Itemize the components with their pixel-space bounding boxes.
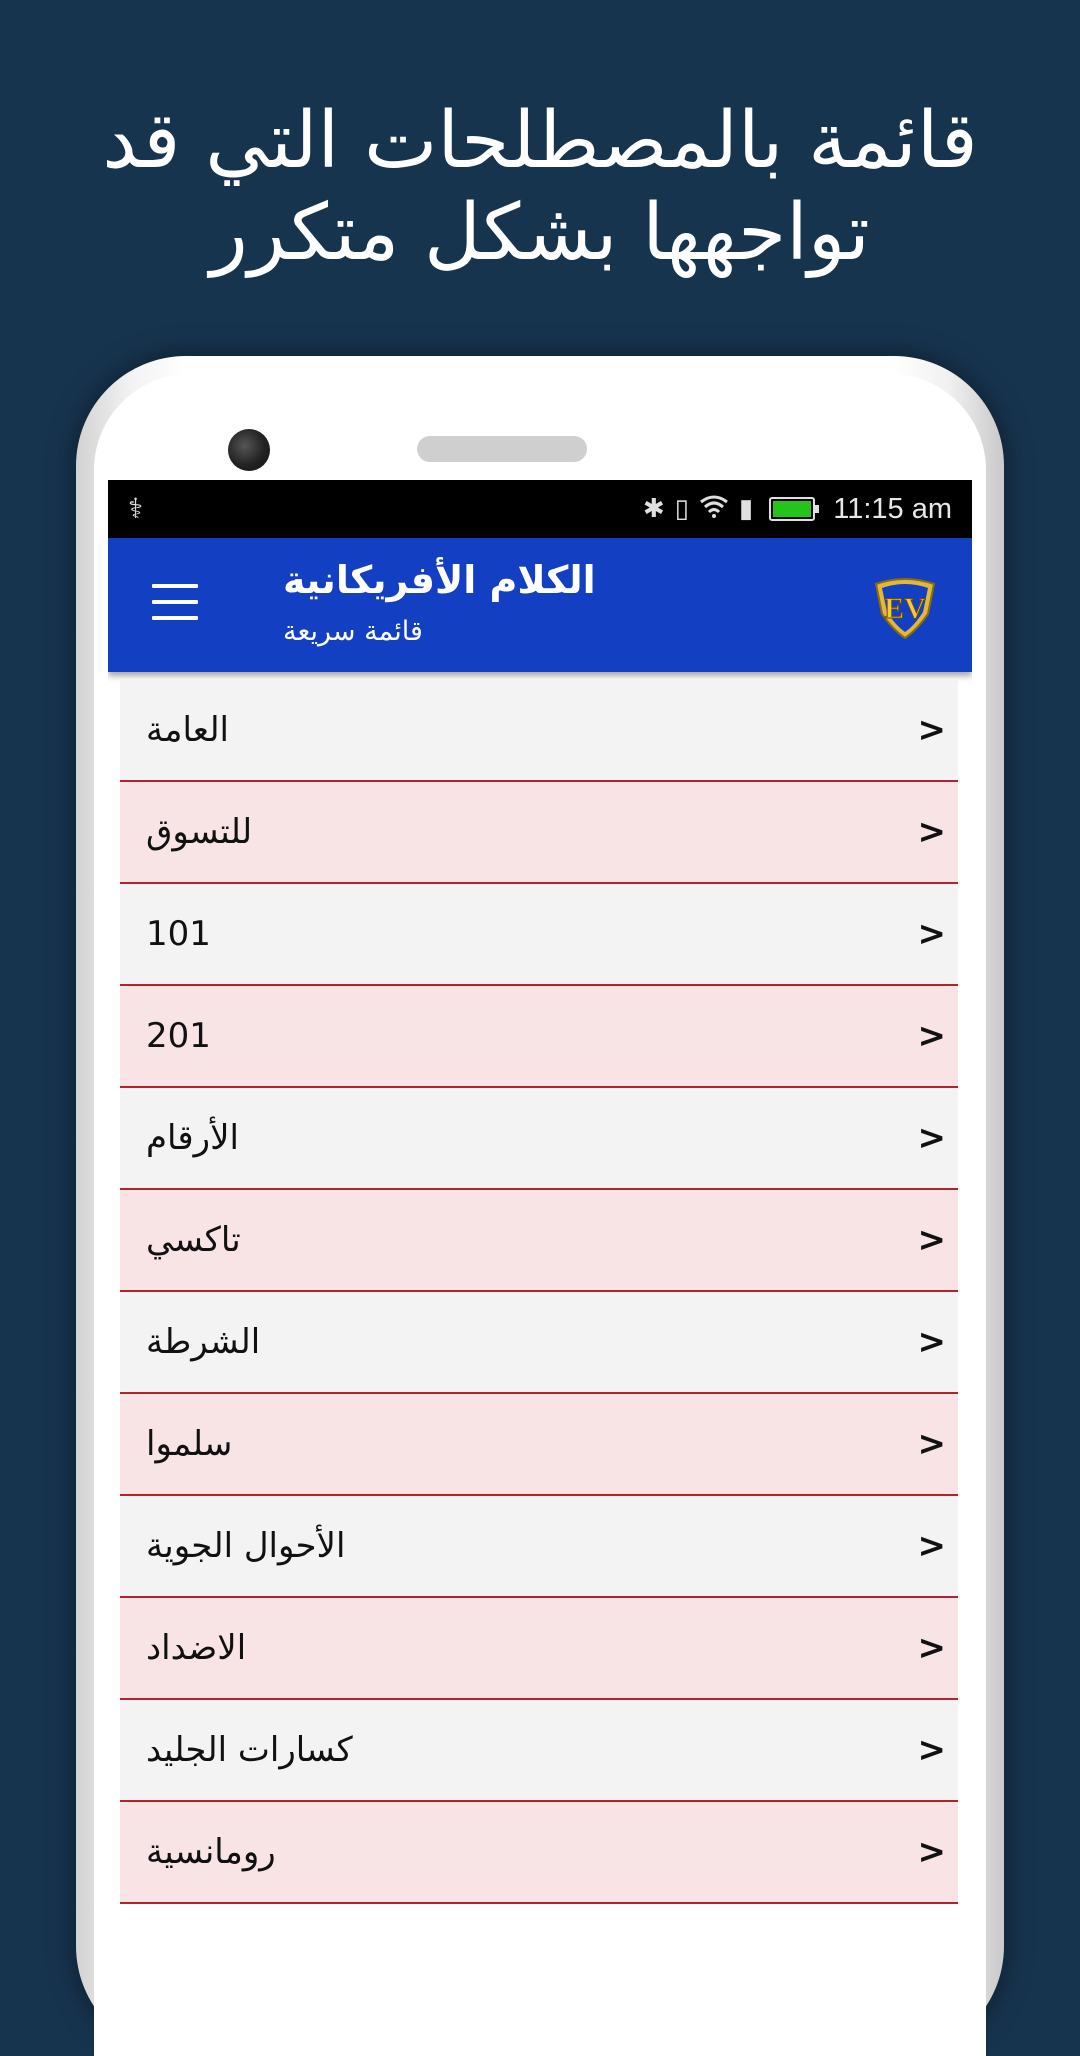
vibrate-icon: ▯ [674,494,689,524]
list-item-label: العامة [146,710,230,750]
usb-icon: ⚕ [128,492,144,525]
status-bar [108,480,972,538]
app-subtitle: قائمة سريعة [283,616,423,647]
list-item-label: تاكسي [146,1220,241,1260]
wifi-icon [699,494,729,525]
list-item-label: الاضداد [146,1628,247,1668]
promo-headline-line-1: قائمة بالمصطلحات التي قد [102,96,978,186]
list-item[interactable] [120,1190,958,1292]
list-item[interactable] [120,884,958,986]
menu-icon[interactable] [152,584,198,620]
promo-headline [0,95,1080,279]
app-title: الكلام الأفريكانية [283,558,596,602]
list-item[interactable] [120,1802,958,1904]
phone-screen [108,480,972,1920]
list-item[interactable] [120,1700,958,1802]
promo-headline-line-2: تواجهها بشكل متكرر [210,188,870,278]
list-item[interactable] [120,782,958,884]
list-item[interactable] [120,1088,958,1190]
bluetooth-icon: ✱ [642,494,665,524]
list-item-label: كسارات الجليد [146,1730,353,1770]
chevron-right-icon: > [917,1016,946,1056]
chevron-right-icon: > [917,1526,946,1566]
chevron-right-icon: > [917,1628,946,1668]
list-item-label: الشرطة [146,1322,261,1362]
list-item-label: الأرقام [146,1118,239,1158]
list-item-label: 101 [146,914,211,954]
category-list [120,680,958,1904]
chevron-right-icon: > [917,812,946,852]
list-item[interactable] [120,1292,958,1394]
list-item-label: للتسوق [146,812,253,852]
svg-text:EV: EV [884,592,926,625]
list-item[interactable] [120,1394,958,1496]
status-time: 11:15 am [833,492,952,525]
chevron-right-icon: > [917,1118,946,1158]
list-item[interactable] [120,986,958,1088]
chevron-right-icon: > [917,1220,946,1260]
list-item[interactable] [120,680,958,782]
ev-logo [872,574,938,640]
list-item-label: سلموا [146,1424,233,1464]
list-item[interactable] [120,1598,958,1700]
chevron-right-icon: > [917,710,946,750]
status-icons [643,480,952,538]
list-item-label: الأحوال الجوية [146,1526,346,1566]
list-item-label: رومانسية [146,1832,276,1872]
chevron-right-icon: > [917,1424,946,1464]
battery-charging-icon [769,497,815,521]
list-item-label: 201 [146,1016,211,1056]
earpiece-speaker [417,436,587,462]
app-bar [108,538,972,672]
chevron-right-icon: > [917,914,946,954]
sim-icon: ▮ [738,494,754,524]
chevron-right-icon: > [917,1832,946,1872]
chevron-right-icon: > [917,1730,946,1770]
front-camera [228,429,270,471]
chevron-right-icon: > [917,1322,946,1362]
list-item[interactable] [120,1496,958,1598]
